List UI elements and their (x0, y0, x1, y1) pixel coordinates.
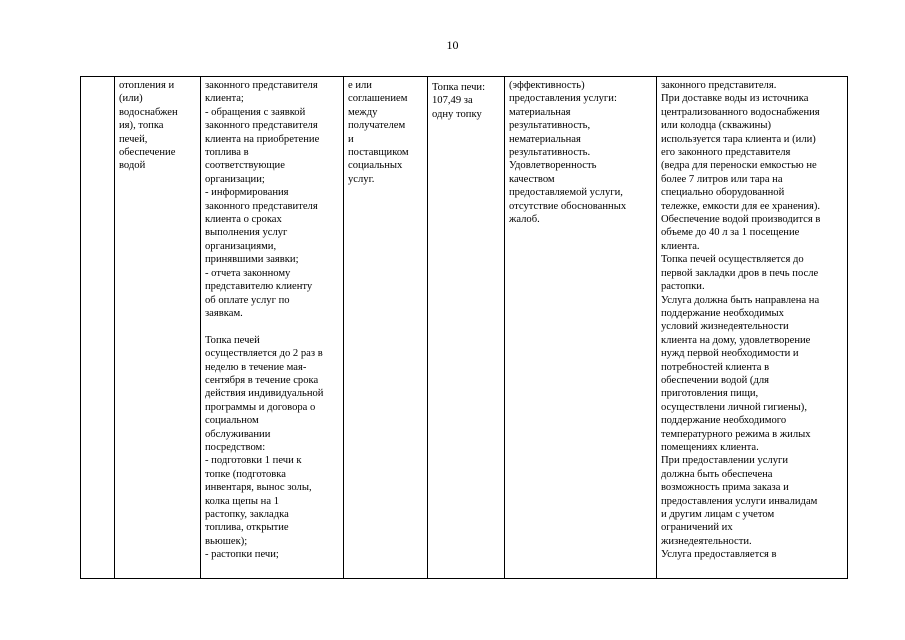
table-row (81, 77, 848, 579)
services-table (80, 76, 848, 579)
service-name-cell (115, 77, 201, 579)
quality-indicators-text: (эффективность) предоставления услуги: материальная результативность, нематериальная результативность. Удовлетворенность качеством предоставляемой услуги, отсутствие обоснованных жалоб. (509, 80, 627, 226)
service-name-text: отопления и (или) водоснабжен ия), топка печей, обеспечение водой (119, 80, 178, 172)
tariff-text: Топка печи: 107,49 за одну топку (432, 82, 486, 120)
service-description-text: законного представителя клиента; - обращения с заявкой законного представителя клиента на приобретение топлива в соответствующие организации; - информирования законного представителя клиента о сроках выполнения услуг организациями, принявшими заявки; - отчета законному представителю клиенту об оплате услуг по заявкам. Топка печей осуществляется до 2 раз в неделю в течение мая- сентября в течение срока действия индивидуальной программы и договора о социальном обслуживании посредством: - подготовки 1 печи к топке (подготовка инвентаря, вынос золы, колка щепы на 1 растопку, закладка топлива, открытие вьюшек); - растопки печи; (205, 80, 324, 561)
quality-indicators-cell (505, 77, 657, 579)
service-term-text: е или соглашением между получателем и поставщиком социальных услуг. (348, 80, 409, 185)
tariff-cell (428, 77, 505, 579)
service-description-cell (201, 77, 344, 579)
service-term-cell (344, 77, 428, 579)
row-number-cell (81, 77, 115, 579)
page-number: 10 (446, 38, 459, 52)
service-conditions-cell (657, 77, 848, 579)
service-conditions-text: законного представителя. При доставке воды из источника централизованного водоснабжения или колодца (скважины) используется тара клиента и (или) его законного представителя (ведра для переноски емкостью не более 7 литров или тара на специально оборудованной тележке, емкости для ее хранения). Обеспечение водой производится в объеме до 40 л за 1 посещение клиента. Топка печей осуществляется до первой закладки дров в печь после растопки. Услуга должна быть направлена на поддержание необходимых условий жизнедеятельности клиента на дому, удовлетворение нужд первой необходимости и потребностей клиента в обеспечении водой (для приготовления пищи, осуществлени личной гигиены), поддержание необходимого температурного режима в жилых помещениях клиента. При предоставлении услуги должна быть обеспечена возможность прима заказа и предоставления услуги инвалидам и другим лицам с учетом ограничений их жизнедеятельности. Услуга предоставляется в (661, 80, 821, 561)
